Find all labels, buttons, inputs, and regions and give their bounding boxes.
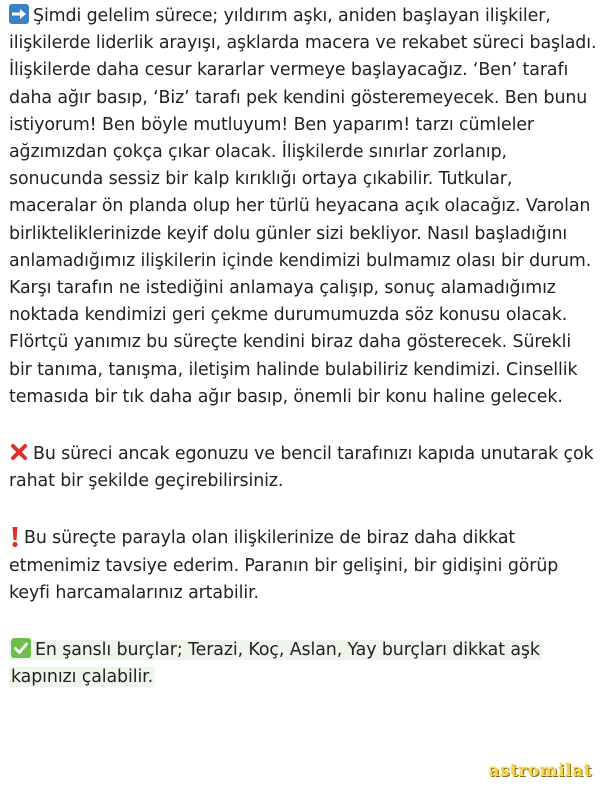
- spacer: [9, 607, 597, 637]
- spacer: [9, 411, 597, 441]
- warning-text: Bu süreci ancak egonuzu ve bencil tarafınızı kapıda unutarak çok rahat bir şekilde geçirebilirsiniz.: [9, 444, 594, 492]
- right-arrow-icon: [9, 4, 29, 24]
- intro-text: Şimdi gelelim sürece; yıldırım aşkı, aniden başlayan ilişkiler, ilişkilerde liderlik arayışı, aşklarda macera ve rekabet süreci başladı. İlişkilerde daha cesur kararlar vermeye başlayacağız. ‘Ben’ tarafı daha ağır basıp, ‘Biz’ tarafı pek kendini gösteremeyecek. Ben bunu istiyorum! Ben böyle mutluyum! Ben yaparım! tarzı cümleler ağzımızdan çokça çıkar olacak. İlişkilerde sınırlar zorlanıp, sonucunda sessiz bir kalp kırıklığı ortaya çıkabilir. Tutkular, maceralar ön planda olup her türlü heyacana açık olacağız. Varolan birlikteliklerinizde keyif dolu günler sizi bekliyor. Nasıl başladığını anlamadığımız ilişkilerin içinde kendimizi bulmamız olası bir durum. Karşı tarafın ne istediğini anlamaya çalışıp, sonuç alamadığımız noktada kendimizi geri çekme durumumuzda söz konusu olacak. Flörtçü yanımız bu süreçte kendini biraz daha gösterecek. Sürekli bir tanıma, tanışma, iletişim halinde bulabiliriz kendimizi. Cinsellik temasıda bir tık daha ağır basıp, önemli bir konu haline gelecek.: [9, 6, 597, 407]
- exclamation-icon: [9, 526, 21, 546]
- cross-mark-icon: [9, 442, 29, 462]
- post-content: [9, 3, 597, 691]
- check-mark-icon: [11, 638, 31, 658]
- lucky-text: En şanslı burçlar; Terazi, Koç, Aslan, Yay burçları dikkat aşk kapınızı çalabilir.: [11, 640, 540, 688]
- warning-paragraph: [9, 441, 597, 495]
- lucky-highlight: [9, 640, 542, 687]
- caution-paragraph: [9, 525, 597, 607]
- intro-paragraph: [9, 3, 597, 411]
- lucky-paragraph: [9, 637, 597, 691]
- caution-text: Bu süreçte parayla olan ilişkilerinize de biraz daha dikkat etmenimiz tavsiye ederim. Paranın bir gelişini, bir gidişini görüp keyfi harcamalarınız artabilir.: [9, 528, 559, 603]
- watermark-logo: astromilat: [488, 761, 592, 781]
- spacer: [9, 495, 597, 525]
